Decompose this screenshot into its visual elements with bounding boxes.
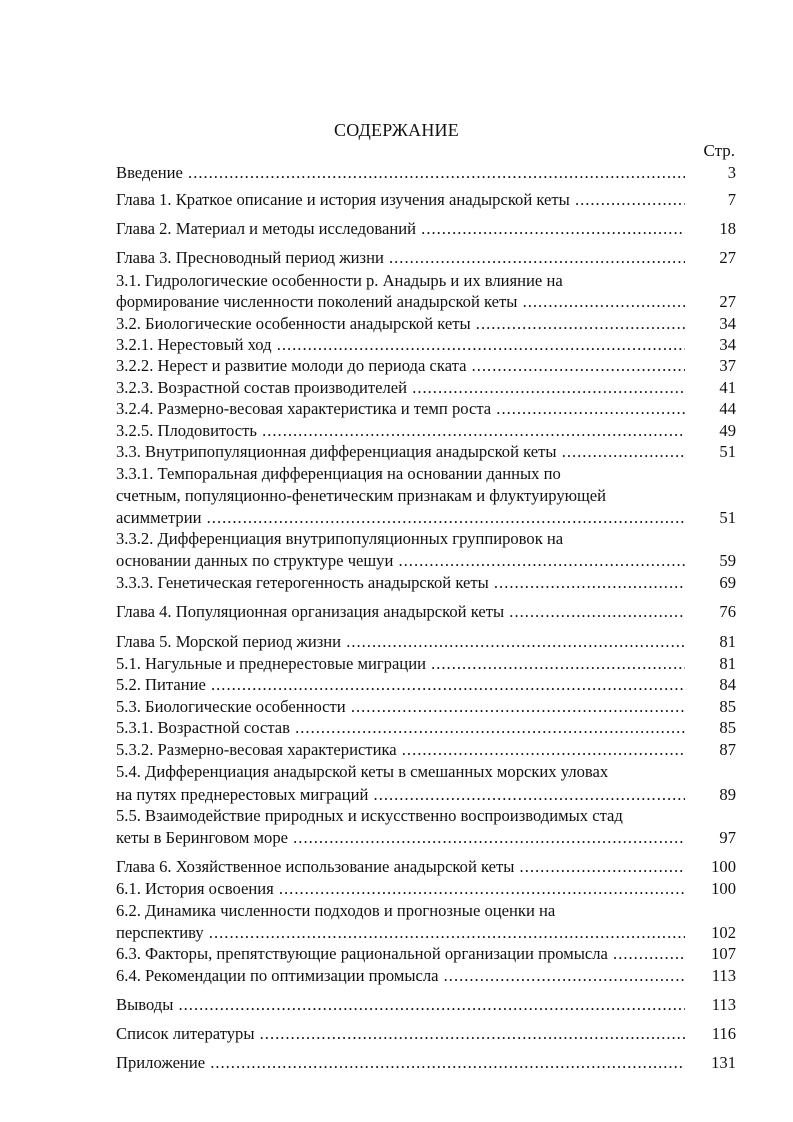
toc-entry-title: Глава 4. Популяционная организация анадырской кеты ..... <box>116 601 685 623</box>
toc-entry-page: 59 <box>719 551 736 570</box>
toc-entry-title: асимметрии ..... <box>116 507 685 529</box>
toc-entry-page: 85 <box>719 697 736 716</box>
toc-entry-page: 27 <box>719 292 736 311</box>
toc-entry-title: 5.3.1. Возрастной состав ..... <box>116 717 685 739</box>
toc-entry-page: 102 <box>711 923 736 942</box>
toc-entry-6-3[interactable] <box>116 943 736 965</box>
toc-entry-title: 5.3. Биологические особенности ..... <box>116 696 685 718</box>
toc-entry-title: Глава 2. Материал и методы исследований ..... <box>116 218 685 240</box>
toc-entry-3-1-line-1: 3.1. Гидрологические особенности р. Анадырь и их влияние на <box>116 271 563 290</box>
toc-entry-page: 27 <box>719 248 736 267</box>
toc-entry-chapter-4[interactable] <box>116 601 736 623</box>
page-column-header: Стр. <box>703 141 735 160</box>
toc-entry-title: 5.1. Нагульные и преднерестовые миграции ..... <box>116 653 685 675</box>
toc-entry-5-2[interactable] <box>116 674 736 696</box>
toc-entry-title: 3.2.1. Нерестовый ход ..... <box>116 334 685 356</box>
toc-entry-6-2-line-1: 6.2. Динамика численности подходов и прогнозные оценки на <box>116 901 556 920</box>
toc-entry-title: Введение ..... <box>116 162 685 184</box>
toc-entry-3-2[interactable] <box>116 313 736 335</box>
toc-entry-chapter-2[interactable] <box>116 218 736 240</box>
toc-entry-page: 18 <box>719 219 736 238</box>
toc-entry-5-3-2[interactable] <box>116 739 736 761</box>
toc-entry-title: на путях преднерестовых миграций ..... <box>116 784 685 806</box>
toc-entry-title: 6.4. Рекомендации по оптимизации промысла ..... <box>116 965 685 987</box>
toc-entry-page: 7 <box>727 190 736 209</box>
page-title: СОДЕРЖАНИЕ <box>334 120 459 140</box>
toc-entry-title: Глава 6. Хозяйственное использование анадырской кеты ..... <box>116 856 685 878</box>
toc-entry-5-3[interactable] <box>116 696 736 718</box>
toc-entry-page: 49 <box>719 421 736 440</box>
toc-entry-page: 97 <box>719 828 736 847</box>
toc-entry-5-4[interactable] <box>116 784 736 806</box>
toc-entry-page: 87 <box>719 740 736 759</box>
toc-entry-title: 3.2.5. Плодовитость ..... <box>116 420 685 442</box>
toc-entry-title: основании данных по структуре чешуи ..... <box>116 550 685 572</box>
toc-entry-3-3-1-line-1: 3.3.1. Темпоральная дифференциация на основании данных по <box>116 464 561 483</box>
toc-entry-page: 34 <box>719 335 736 354</box>
toc-entry-title: перспективу ..... <box>116 922 685 944</box>
toc-entry-3-2-1[interactable] <box>116 334 736 356</box>
toc-entry-page: 44 <box>719 399 736 418</box>
toc-entry-page: 51 <box>719 508 736 527</box>
toc-entry-page: 84 <box>719 675 736 694</box>
toc-entry-title: 3.2.2. Нерест и развитие молоди до периода ската ..... <box>116 355 685 377</box>
toc-entry-3-3-3[interactable] <box>116 572 736 594</box>
toc-entry-title: 3.3. Внутрипопуляционная дифференциация анадырской кеты ..... <box>116 441 685 463</box>
toc-entry-title: 6.3. Факторы, препятствующие рациональной организации промысла ..... <box>116 943 685 965</box>
toc-entry-3-3[interactable] <box>116 441 736 463</box>
toc-entry-page: 107 <box>711 944 736 963</box>
toc-entry-appendix[interactable] <box>116 1052 736 1074</box>
toc-entry-title: 3.2.4. Размерно-весовая характеристика и темп роста ..... <box>116 398 685 420</box>
toc-entry-title: Выводы ..... <box>116 994 685 1016</box>
toc-entry-title: 3.2. Биологические особенности анадырской кеты ..... <box>116 313 685 335</box>
toc-entry-references[interactable] <box>116 1023 736 1045</box>
toc-entry-title: формирование численности поколений анадырской кеты ..... <box>116 291 685 313</box>
toc-entry-title: Глава 5. Морской период жизни ..... <box>116 631 685 653</box>
toc-entry-title: Глава 3. Пресноводный период жизни ..... <box>116 247 685 269</box>
toc-entry-3-3-2-line-1: 3.3.2. Дифференциация внутрипопуляционных группировок на <box>116 529 564 548</box>
toc-entry-chapter-3[interactable] <box>116 247 736 269</box>
toc-entry-3-2-5[interactable] <box>116 420 736 442</box>
toc-entry-page: 81 <box>719 632 736 651</box>
toc-entry-title: Приложение ..... <box>116 1052 685 1074</box>
toc-entry-page: 100 <box>711 879 736 898</box>
toc-entry-title: 3.2.3. Возрастной состав производителей ..... <box>116 377 685 399</box>
toc-entry-3-2-2[interactable] <box>116 355 736 377</box>
toc-entry-title: 5.2. Питание ..... <box>116 674 685 696</box>
toc-entry-page: 113 <box>711 966 736 985</box>
toc-entry-page: 3 <box>727 163 736 182</box>
toc-entry-title: 6.1. История освоения ..... <box>116 878 685 900</box>
toc-entry-3-2-4[interactable] <box>116 398 736 420</box>
toc-entry-chapter-6[interactable] <box>116 856 736 878</box>
toc-entry-3-2-3[interactable] <box>116 377 736 399</box>
toc-entry-title: кеты в Беринговом море ..... <box>116 827 685 849</box>
table-of-contents <box>116 0 736 1122</box>
toc-entry-3-3-2[interactable] <box>116 550 736 572</box>
toc-entry-page: 85 <box>719 718 736 737</box>
toc-entry-5-1[interactable] <box>116 653 736 675</box>
toc-entry-page: 81 <box>719 654 736 673</box>
toc-entry-5-4-line-1: 5.4. Дифференциация анадырской кеты в смешанных морских уловах <box>116 762 609 781</box>
toc-entry-5-5-line-1: 5.5. Взаимодействие природных и искусственно воспроизводимых стад <box>116 806 623 825</box>
toc-entry-conclusions[interactable] <box>116 994 736 1016</box>
toc-entry-3-3-1-line-2: счетным, популяционно-фенетическим признакам и флуктуирующей <box>116 486 607 505</box>
toc-entry-3-1[interactable] <box>116 291 736 313</box>
toc-entry-page: 76 <box>719 602 736 621</box>
toc-entry-page: 131 <box>711 1053 736 1072</box>
toc-entry-title: Список литературы ..... <box>116 1023 685 1045</box>
toc-entry-page: 100 <box>711 857 736 876</box>
toc-entry-title: 5.3.2. Размерно-весовая характеристика ..... <box>116 739 685 761</box>
toc-entry-6-2[interactable] <box>116 922 736 944</box>
toc-entry-introduction[interactable] <box>116 162 736 184</box>
toc-entry-page: 51 <box>719 442 736 461</box>
toc-entry-page: 34 <box>719 314 736 333</box>
toc-entry-chapter-5[interactable] <box>116 631 736 653</box>
toc-entry-page: 89 <box>719 785 736 804</box>
toc-entry-title: Глава 1. Краткое описание и история изучения анадырской кеты ..... <box>116 189 685 211</box>
toc-entry-page: 41 <box>719 378 736 397</box>
toc-entry-6-4[interactable] <box>116 965 736 987</box>
toc-entry-page: 69 <box>719 573 736 592</box>
toc-entry-5-5[interactable] <box>116 827 736 849</box>
toc-entry-6-1[interactable] <box>116 878 736 900</box>
toc-entry-title: 3.3.3. Генетическая гетерогенность анадырской кеты ..... <box>116 572 685 594</box>
toc-entry-5-3-1[interactable] <box>116 717 736 739</box>
toc-entry-chapter-1[interactable] <box>116 189 736 211</box>
toc-entry-page: 113 <box>711 995 736 1014</box>
toc-entry-page: 116 <box>711 1024 736 1043</box>
toc-entry-page: 37 <box>719 356 736 375</box>
toc-entry-3-3-1[interactable] <box>116 507 736 529</box>
